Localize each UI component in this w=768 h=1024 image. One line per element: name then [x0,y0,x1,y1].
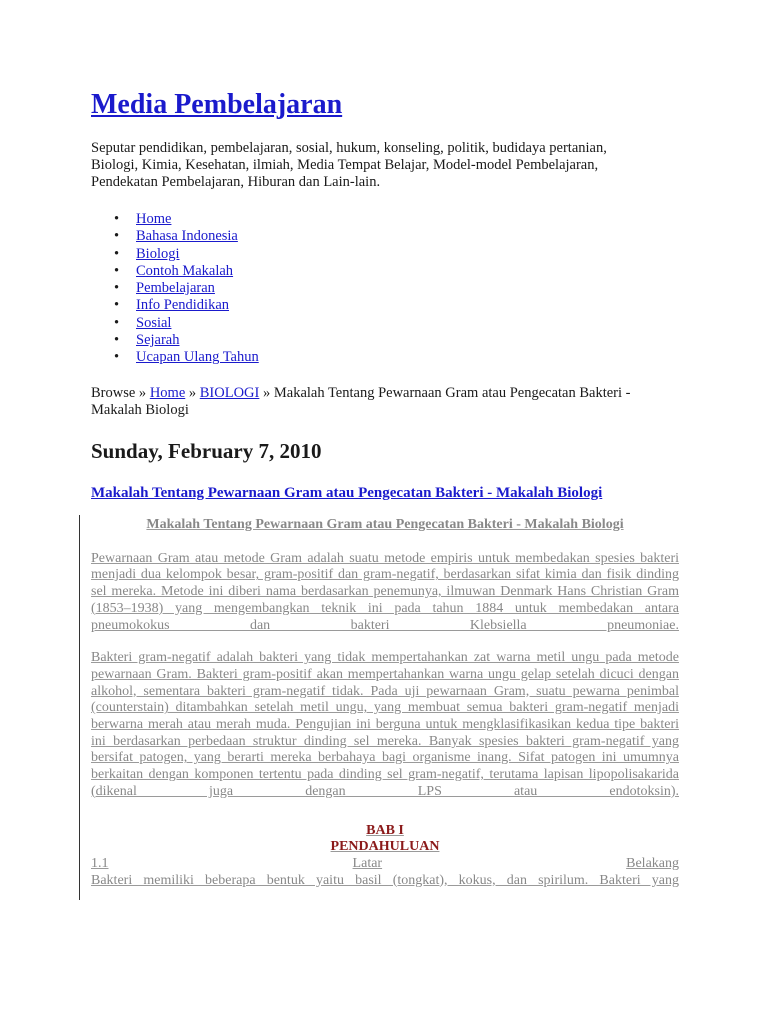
nav-item-info-pendidikan [136,297,259,314]
nav-item-ucapan-ulang-tahun [136,349,259,366]
post-date: Sunday, February 7, 2010 [91,439,322,463]
nav-link-ucapan-ulang-tahun[interactable]: Ucapan Ulang Tahun [136,349,259,366]
nav-link-sosial[interactable]: Sosial [136,314,172,331]
article-left-border [79,515,80,900]
article-paragraph-3: Bakteri memiliki beberapa bentuk yaitu basil (tongkat), kokus, dan spirilum. Bakteri yang [91,872,679,888]
section-word-2: Belakang [626,855,679,871]
nav-link-home[interactable]: Home [136,211,172,227]
main-nav [91,211,259,367]
site-title [91,88,342,122]
chapter-heading: BAB I [366,822,404,838]
post-title-link[interactable]: Makalah Tentang Pewarnaan Gram atau Pengecatan Bakteri - Makalah Biologi [91,485,603,501]
nav-link-biologi[interactable]: Biologi [136,245,180,262]
nav-item-pembelajaran [136,280,259,297]
article-paragraph-2: Bakteri gram-negatif adalah bakteri yang tidak mempertahankan zat warna metil ungu pada metode pewarnaan Gram. Bakteri gram-positif akan mempertahankan warna ungu gelap setelah dicuci dengan alkohol, sementara bakteri gram-negatif tidak. Pada uji pewarnaan Gram, suatu pewarna penimbal (counterstain) ditambahkan setelah metil ungu, yang membuat semua bakteri gram-negatif menjadi berwarna merah atau merah muda. Pengujian ini berguna untuk mengklasifikasikan kedua tipe bakteri ini berdasarkan perbedaan struktur dinding sel mereka. Banyak spesies bakteri gram-negatif yang bersifat patogen, yang berarti mereka berbahaya bagi organisme inang. Sifat patogen ini umumnya berkaitan dengan komponen tertentu pada dinding sel gram-negatif, terutama lapisan lipopolisakarida (dikenal juga dengan LPS atau endotoksin). [91,650,679,799]
nav-item-sejarah [136,332,259,349]
breadcrumb-separator: » [185,385,200,401]
breadcrumb [91,385,681,419]
nav-item-contoh-makalah [136,263,259,280]
nav-link-info-pendidikan[interactable]: Info Pendidikan [136,297,230,314]
article-paragraph-1: Pewarnaan Gram atau metode Gram adalah suatu metode empiris untuk membedakan spesies bakteri menjadi dua kelompok besar, gram-positif dan gram-negatif, berdasarkan sifat kimia dan fisik dinding sel mereka. Metode ini diberi nama berdasarkan penemunya, ilmuwan Denmark Hans Christian Gram (1853–1938) yang mengembangkan teknik ini pada tahun 1884 untuk membedakan antara pneumokokus dan bakteri Klebsiella pneumoniae. [91,550,679,633]
section-heading [91,856,679,873]
breadcrumb-separator: » [259,385,274,401]
section-number: 1.1 [91,855,109,871]
nav-link-pembelajaran[interactable]: Pembelajaran [136,280,215,297]
breadcrumb-current: Makalah Tentang Pewarnaan Gram atau Pengecatan Bakteri - Makalah Biologi [91,385,631,418]
nav-item-bahasa-indonesia [136,228,259,245]
site-tagline: Seputar pendidikan, pembelajaran, sosial, hukum, konseling, politik, budidaya pertanian, Biologi, Kimia, Kesehatan, ilmiah, Media Tempat Belajar, Model-model Pembelajaran, Pendekatan Pembelajaran, Hiburan dan Lain-lain. [91,140,607,190]
nav-item-home [136,211,259,228]
section-word-1: Latar [352,855,383,871]
nav-link-contoh-makalah[interactable]: Contoh Makalah [136,262,234,279]
site-title-link[interactable]: Media Pembelajaran [91,89,343,120]
nav-item-biologi [136,246,259,263]
post-title [91,484,602,502]
article-body [91,517,691,903]
article-inner-title: Makalah Tentang Pewarnaan Gram atau Pengecatan Bakteri - Makalah Biologi [146,517,624,532]
breadcrumb-category-link[interactable]: BIOLOGI [199,385,260,401]
nav-link-sejarah[interactable]: Sejarah [136,332,180,349]
nav-item-sosial [136,315,259,332]
breadcrumb-prefix: Browse » [91,385,150,401]
nav-link-bahasa-indonesia[interactable]: Bahasa Indonesia [136,228,238,245]
article-content [91,517,679,903]
breadcrumb-home-link[interactable]: Home [149,385,186,401]
chapter-subheading: PENDAHULUAN [330,839,440,855]
